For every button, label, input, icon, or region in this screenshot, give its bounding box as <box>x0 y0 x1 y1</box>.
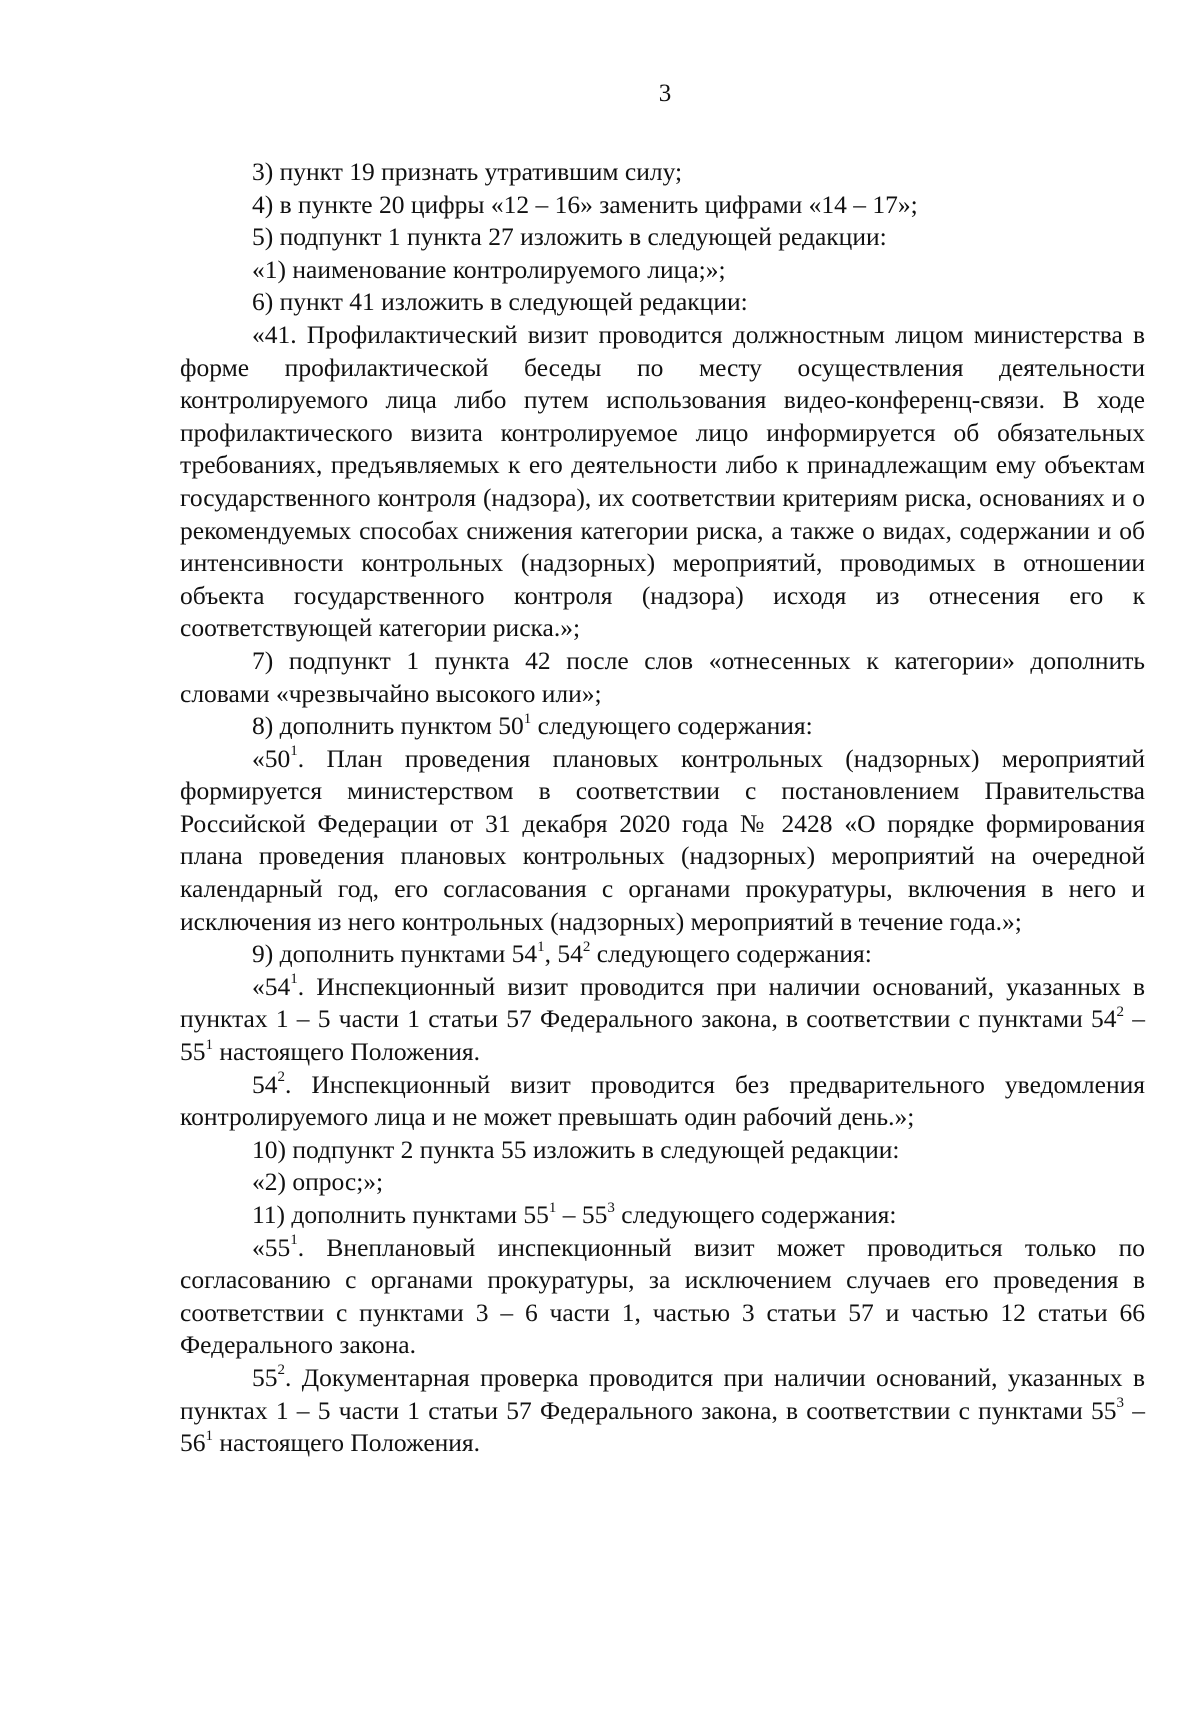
superscript: 2 <box>277 1362 285 1379</box>
text-run: 55 <box>252 1362 278 1392</box>
superscript: 2 <box>277 1069 285 1086</box>
text-run: «50 <box>252 743 291 773</box>
superscript: 1 <box>548 1199 557 1216</box>
text-run: «41. Профилактический визит проводится должностным лицом министерства в форме профилактической беседы по месту осуществления деятельности контролируемого лица либо путем использования видео-конференц-связи. В ходе профилактического визита контролируемое лицо информируется об обязательных требованиях, предъявляемых к его деятельности либо к принадлежащим ему объектам государственного контроля (надзора), их соответствии критериям риска, основаниях и о рекомендуемых способах снижения категории риска, а также о видах, содержании и об интенсивности контрольных (надзорных) мероприятий, проводимых в отношении объекта государственного контроля (надзора) исходя из отнесения его к соответствующей категории риска.»; <box>180 319 1145 643</box>
text-run: настоящего Положения. <box>213 1428 481 1458</box>
paragraph <box>180 221 1145 254</box>
superscript: 2 <box>1116 1003 1125 1020</box>
page-number: 3 <box>658 80 672 107</box>
paragraph <box>180 319 1145 645</box>
superscript: 1 <box>523 710 532 727</box>
text-run: 7) подпункт 1 пункта 42 после слов «отнесенных к категории» дополнить словами «чрезвычайно высокого или»; <box>180 645 1145 708</box>
text-run: 10) подпункт 2 пункта 55 изложить в следующей редакции: <box>252 1134 900 1164</box>
text-run: 3) пункт 19 признать утратившим силу; <box>252 157 683 186</box>
document-body <box>180 156 1145 1460</box>
paragraph <box>180 189 1145 222</box>
superscript: 1 <box>290 743 298 760</box>
text-run: , 54 <box>544 939 583 969</box>
paragraph <box>180 1199 1145 1232</box>
paragraph <box>180 1166 1145 1199</box>
text-run: 5) подпункт 1 пункта 27 изложить в следующей редакции: <box>252 222 887 252</box>
text-run: – 55 <box>556 1200 608 1229</box>
text-run: 6) пункт 41 изложить в следующей редакции: <box>252 287 748 317</box>
text-run: «54 <box>252 971 291 1001</box>
text-run: . План проведения плановых контрольных (надзорных) мероприятий формируется министерством в соответствии с постановлением Правительства Российской Федерации от 31 декабря 2020 года № 2428 «О порядке формирования плана проведения плановых контрольных (надзорных) мероприятий на очередной календарный год, его согласования с органами прокуратуры, включения в него и исключения из него контрольных (надзорных) мероприятий в течение года.»; <box>180 743 1145 936</box>
text-run: . Документарная проверка проводится при наличии оснований, указанных в пунктах 1 – 5 части 1 статьи 57 Федерального закона, в соответствии с пунктами 55 <box>180 1362 1145 1425</box>
superscript: 1 <box>290 971 298 988</box>
superscript: 1 <box>205 1427 213 1444</box>
superscript: 1 <box>205 1036 213 1053</box>
text-run: 4) в пункте 20 цифры «12 – 16» заменить цифрами «14 – 17»; <box>252 189 918 219</box>
paragraph <box>180 1134 1145 1167</box>
superscript: 1 <box>290 1232 298 1249</box>
superscript: 2 <box>582 938 591 955</box>
superscript: 3 <box>1116 1395 1125 1412</box>
paragraph <box>180 971 1145 1069</box>
paragraph <box>180 743 1145 939</box>
paragraph <box>180 286 1145 319</box>
paragraph <box>180 1362 1145 1460</box>
paragraph <box>180 1069 1145 1134</box>
paragraph <box>180 938 1145 971</box>
paragraph <box>180 710 1145 743</box>
text-run: «1) наименование контролируемого лица;»; <box>252 254 726 284</box>
text-run: 9) дополнить пунктами 54 <box>252 939 538 969</box>
paragraph <box>180 254 1145 287</box>
text-run: «55 <box>252 1232 291 1262</box>
text-run: – 55 <box>180 1004 1146 1067</box>
text-run: настоящего Положения. <box>213 1037 481 1067</box>
paragraph <box>180 1232 1145 1362</box>
superscript: 1 <box>537 938 545 955</box>
text-run: следующего содержания: <box>590 939 872 969</box>
paragraph <box>180 645 1145 710</box>
paragraph <box>180 156 1145 189</box>
text-run: . Инспекционный визит проводится без предварительного уведомления контролируемого лица и не может превышать один рабочий день.»; <box>180 1069 1145 1132</box>
text-run: 8) дополнить пунктом 50 <box>252 711 524 741</box>
text-run: следующего содержания: <box>531 711 813 741</box>
text-run: . Внеплановый инспекционный визит может проводиться только по согласованию с органами прокуратуры, за исключением случаев его проведения в соответствии с пунктами 3 – 6 части 1, частью 3 статьи 57 и частью 12 статьи 66 Федерального закона. <box>180 1232 1145 1360</box>
text-run: следующего содержания: <box>614 1200 897 1229</box>
superscript: 3 <box>607 1199 615 1216</box>
text-run: – 56 <box>180 1395 1146 1458</box>
text-run: 54 <box>252 1069 278 1099</box>
text-run: 11) дополнить пунктами 55 <box>252 1200 549 1229</box>
text-run: «2) опрос;»; <box>252 1167 384 1197</box>
text-run: . Инспекционный визит проводится при наличии оснований, указанных в пунктах 1 – 5 части 1 статьи 57 Федерального закона, в соответствии с пунктами 54 <box>180 971 1145 1034</box>
